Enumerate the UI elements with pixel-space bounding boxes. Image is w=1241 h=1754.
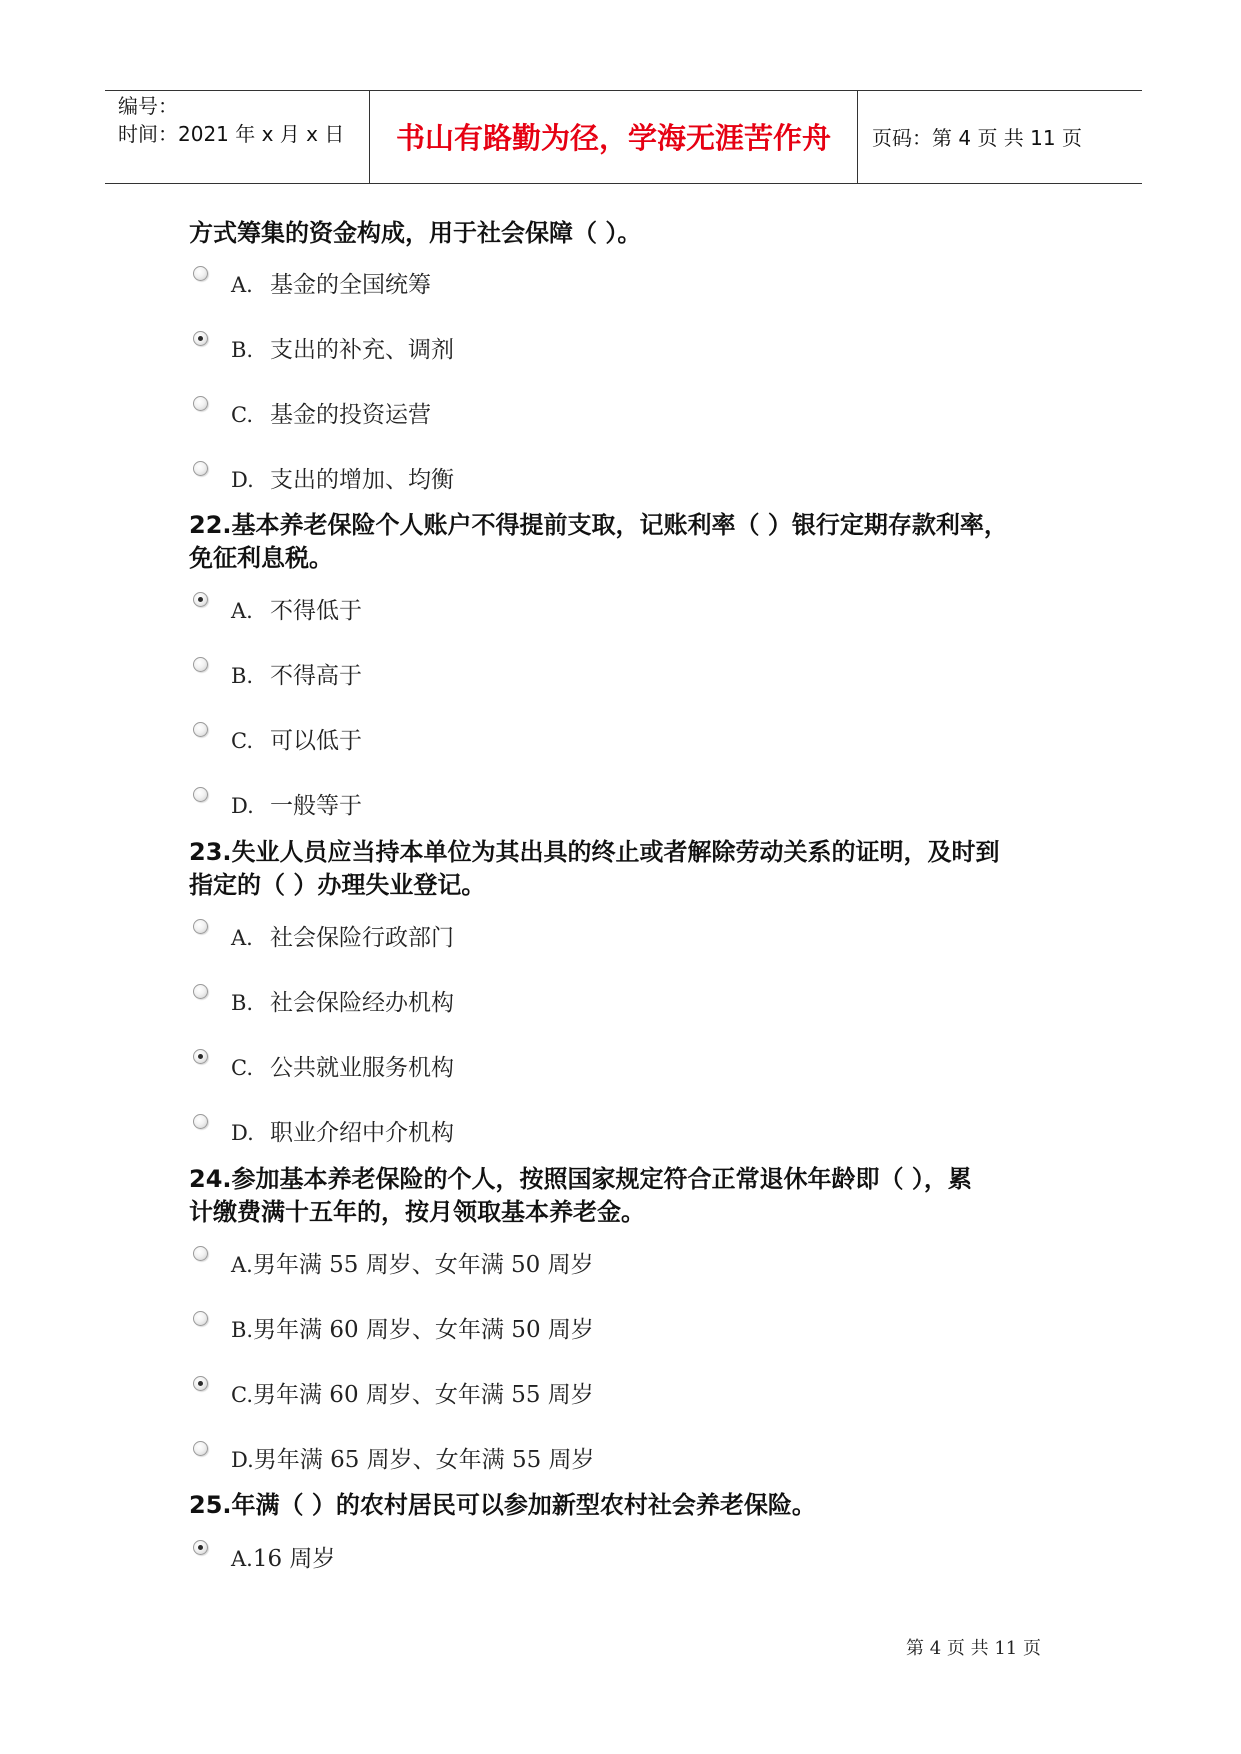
option-letter: B. — [231, 338, 254, 362]
option-letter: A. — [231, 599, 253, 623]
option-label — [231, 661, 362, 691]
option-label — [231, 726, 362, 756]
radio-button[interactable] — [193, 1376, 208, 1391]
question-21-text: 方式筹集的资金构成，用于社会保障（ ）。 — [189, 219, 642, 247]
radio-button[interactable] — [193, 1246, 208, 1261]
option-letter: D. — [231, 1121, 254, 1145]
radio-button[interactable] — [193, 722, 208, 737]
option-letter: A. — [231, 1253, 253, 1277]
question-22-option-b[interactable] — [193, 661, 893, 691]
option-text: 男年满 65 周岁、女年满 55 周岁 — [253, 1447, 595, 1473]
option-label — [231, 1250, 594, 1280]
option-text: 社会保险经办机构 — [270, 990, 454, 1016]
radio-button[interactable] — [193, 461, 208, 476]
option-text: 16 周岁 — [252, 1546, 336, 1572]
option-text: 一般等于 — [270, 793, 362, 819]
page-header — [105, 90, 1142, 184]
option-label — [231, 988, 454, 1018]
question-23-option-c[interactable] — [193, 1053, 893, 1083]
radio-button[interactable] — [193, 1311, 208, 1326]
option-label — [231, 791, 362, 821]
option-text: 不得低于 — [270, 598, 362, 624]
question-22-text-line-1: 22.基本养老保险个人账户不得提前支取，记账利率（ ）银行定期存款利率， — [189, 511, 1008, 539]
header-info-cell — [105, 91, 369, 183]
question-22-option-d[interactable] — [193, 791, 893, 821]
option-text: 支出的增加、均衡 — [270, 467, 454, 493]
option-label — [231, 270, 431, 300]
question-24-option-c[interactable] — [193, 1380, 893, 1410]
question-21-option-b[interactable] — [193, 335, 893, 365]
option-text: 不得高于 — [270, 663, 362, 689]
radio-button[interactable] — [193, 984, 208, 999]
header-motto-cell — [369, 91, 858, 183]
option-text: 基金的全国统筹 — [270, 272, 431, 298]
question-24-option-b[interactable] — [193, 1315, 893, 1345]
option-text: 社会保险行政部门 — [270, 925, 454, 951]
radio-button[interactable] — [193, 266, 208, 281]
question-24-text-line-1: 24.参加基本养老保险的个人，按照国家规定符合正常退休年龄即（ ），累 — [189, 1165, 972, 1193]
radio-button[interactable] — [193, 919, 208, 934]
option-label — [231, 1118, 454, 1148]
option-letter: C. — [231, 1056, 253, 1080]
option-text: 支出的补充、调剂 — [270, 337, 454, 363]
question-24-option-d[interactable] — [193, 1445, 893, 1475]
question-22-text-line-2: 免征利息税。 — [189, 544, 333, 572]
radio-button[interactable] — [193, 592, 208, 607]
motto-text: 书山有路勤为径，学海无涯苦作舟 — [395, 121, 831, 155]
option-letter: A. — [231, 1547, 253, 1571]
option-label — [231, 335, 454, 365]
question-25-text: 25.年满（ ）的农村居民可以参加新型农村社会养老保险。 — [189, 1491, 816, 1519]
option-label — [231, 923, 454, 953]
header-page-cell — [858, 91, 1142, 183]
question-24-option-a[interactable] — [193, 1250, 893, 1280]
option-letter: C. — [231, 1383, 253, 1407]
question-23-option-b[interactable] — [193, 988, 893, 1018]
option-letter: D. — [231, 468, 254, 492]
option-letter: C. — [231, 729, 253, 753]
option-text: 男年满 55 周岁、女年满 50 周岁 — [252, 1252, 594, 1278]
page-footer-number: 第 4 页 共 11 页 — [906, 1638, 1041, 1659]
option-letter: B. — [231, 1318, 254, 1342]
question-22-option-c[interactable] — [193, 726, 893, 756]
option-label — [231, 596, 362, 626]
question-25-option-a[interactable] — [193, 1544, 893, 1574]
option-letter: A. — [231, 926, 253, 950]
option-letter: C. — [231, 403, 253, 427]
question-23-option-a[interactable] — [193, 923, 893, 953]
option-text: 男年满 60 周岁、女年满 55 周岁 — [253, 1382, 594, 1408]
question-24-text-line-2: 计缴费满十五年的，按月领取基本养老金。 — [189, 1198, 645, 1226]
radio-button[interactable] — [193, 396, 208, 411]
radio-button[interactable] — [193, 1540, 208, 1555]
option-label — [231, 1053, 454, 1083]
option-letter: D. — [231, 1448, 254, 1472]
option-text: 职业介绍中介机构 — [270, 1120, 454, 1146]
option-text: 可以低于 — [270, 728, 362, 754]
radio-button[interactable] — [193, 787, 208, 802]
option-label — [231, 1315, 594, 1345]
option-label — [231, 1380, 594, 1410]
page-info-label: 页码：第 4 页 共 11 页 — [872, 126, 1082, 150]
option-label — [231, 1445, 595, 1475]
question-21-option-c[interactable] — [193, 400, 893, 430]
option-label — [231, 1544, 335, 1574]
document-time-label: 时间：2021 年 x 月 x 日 — [118, 122, 345, 146]
option-letter: B. — [231, 991, 254, 1015]
radio-button[interactable] — [193, 1114, 208, 1129]
option-text: 基金的投资运营 — [270, 402, 431, 428]
option-letter: D. — [231, 794, 254, 818]
option-letter: B. — [231, 664, 254, 688]
option-text: 公共就业服务机构 — [270, 1055, 454, 1081]
question-21-option-a[interactable] — [193, 270, 893, 300]
option-label — [231, 465, 454, 495]
option-label — [231, 400, 431, 430]
option-text: 男年满 60 周岁、女年满 50 周岁 — [253, 1317, 594, 1343]
question-21-option-d[interactable] — [193, 465, 893, 495]
radio-button[interactable] — [193, 331, 208, 346]
option-letter: A. — [231, 273, 253, 297]
question-23-text-line-1: 23.失业人员应当持本单位为其出具的终止或者解除劳动关系的证明，及时到 — [189, 838, 1000, 866]
document-number-label: 编号： — [118, 94, 178, 118]
radio-button[interactable] — [193, 657, 208, 672]
radio-button[interactable] — [193, 1441, 208, 1456]
radio-button[interactable] — [193, 1049, 208, 1064]
question-22-option-a[interactable] — [193, 596, 893, 626]
question-23-option-d[interactable] — [193, 1118, 893, 1148]
question-23-text-line-2: 指定的（ ）办理失业登记。 — [189, 871, 486, 899]
